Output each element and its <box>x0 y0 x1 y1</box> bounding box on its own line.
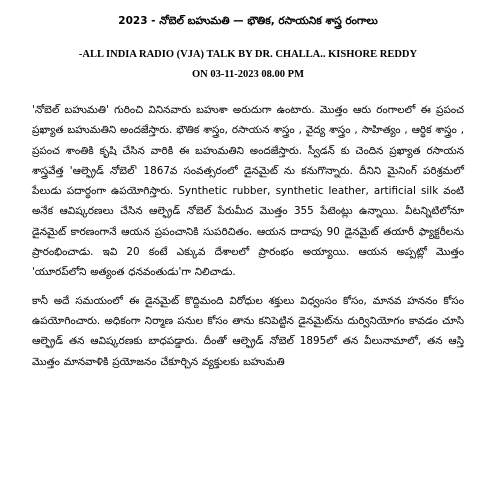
broadcast-dateline: ON 03-11-2023 08.00 PM <box>192 69 304 80</box>
body-paragraph: 'నోబెల్ బహుమతి' గురించి వినినవారు బహుశా అరుదుగా ఉంటారు. మొత్తం ఆరు రంగాలలో ఈ ప్రపంచ ప్రఖ్యాత బహుమతిని అందజేస్తారు. భౌతిక శాస్త్రం, రసాయన శాస్త్రం , వైద్య శాస్త్రం , సాహిత్యం , ఆర్థిక శాస్త్రం , ప్రపంచ శాంతికి కృషి చేసిన వారికి ఈ బహుమతిని అందజేస్తారు. స్వీడన్ కు చెందిన ప్రఖ్యాత రసాయన శాస్త్రవేత్త 'ఆల్ఫ్రెడ్ నోబెల్' 1867వ సంవత్సరంలో డైనమైట్ ను కనుగొన్నారు. దీనిని మైనింగ్ పరిశ్రమలో పేలుడు పదార్థంగా ఉపయోగిస్తారు. Synthetic rubber, synthetic leather, artificial silk వంటి అనేక ఆవిష్కరణలు చేసిన ఆల్ఫ్రెడ్ నోబెల్ పేరుమీద మొత్తం 355 పేటెంట్లు ఉన్నాయి. వీటన్నిటిలోనూ డైనమైట్ కారణంగానే ఆయన ప్రపంచానికి సుపరిచితం. ఆయన దాదాపు 90 డైనమైట్ తయారీ ఫ్యాక్టరీలను ప్రారంభించాడు. ఇవి 20 కంటే ఎక్కువ దేశాలలో ప్రారంభం అయ్యాయి. ఆయన అప్పట్లో మొత్తం 'యూరప్‌లోని అత్యంత ధనవంతుడు'గా నిలిచాడు. <box>32 104 464 279</box>
document-title: 2023 - నోబెల్ బహుమతి — భౌతిక, రసాయనిక శాస్త్ర రంగాలు <box>118 15 378 27</box>
document-subtitle: -ALL INDIA RADIO (VJA) TALK BY DR. CHALLA.. KISHORE REDDY <box>78 49 418 60</box>
body-paragraph: కానీ అదే సమయంలో ఈ డైనమైట్ కొద్దిమంది విరోధుల శక్తులు విధ్వంసం కోసం, మానవ హననం కోసం ఉపయోగించారు. అధికంగా నిర్మాణ పనుల కోసం తాను కనిపెట్టిన డైనమైట్‌ను దుర్వినియోగం కావడం చూసి ఆల్ఫ్రెడ్ తన ఆవిష్కరణకు బాధపడ్డారు. దీంతో ఆల్ఫ్రెడ్ నోబెల్ 1895లో తన వీలునామాలో, తన ఆస్తి మొత్తం మానవాళికి ప్రయోజనం చేకూర్చిన వ్యక్తులకు బహుమతి <box>32 294 464 368</box>
